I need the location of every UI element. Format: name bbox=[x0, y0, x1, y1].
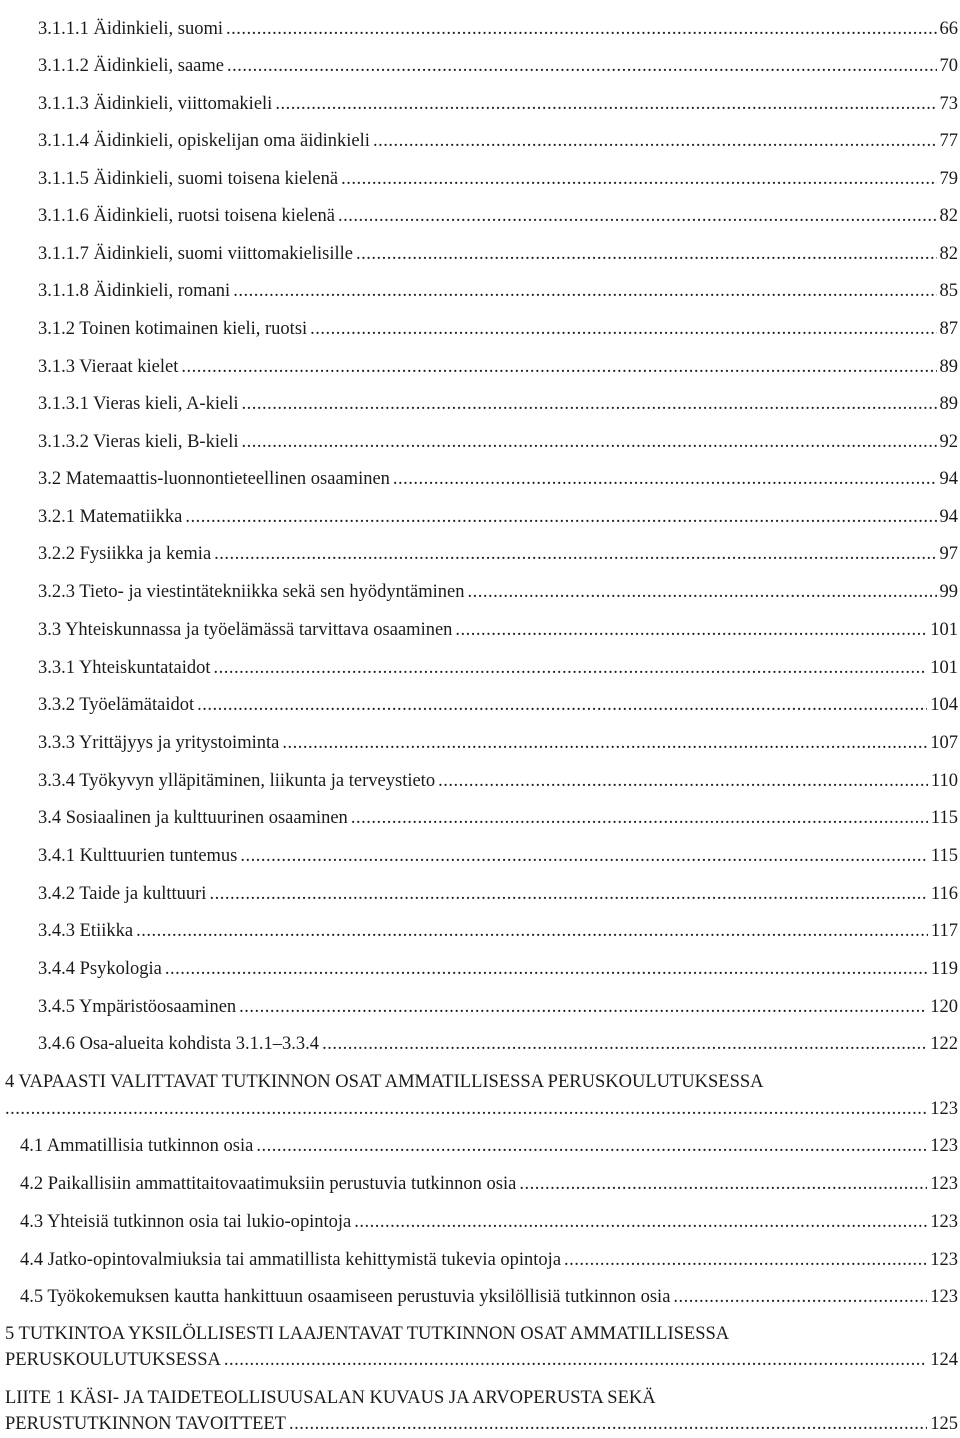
dot-leader bbox=[256, 1132, 927, 1160]
toc-page-number: 77 bbox=[940, 127, 960, 155]
toc-entry-title: 3.2 Matemaattis-luonnontieteellinen osaaminen bbox=[38, 465, 390, 493]
toc-entry[interactable] bbox=[38, 465, 960, 493]
dot-leader bbox=[438, 767, 928, 795]
dot-leader bbox=[240, 842, 928, 870]
toc-page-number: 123 bbox=[930, 1208, 960, 1236]
toc-entry[interactable] bbox=[38, 428, 960, 456]
toc-entry-title: 4.4 Jatko-opintovalmiuksia tai ammatillista kehittymistä tukevia opintoja bbox=[20, 1246, 561, 1274]
dot-leader bbox=[467, 578, 936, 606]
toc-entry[interactable] bbox=[38, 1030, 960, 1058]
toc-entry[interactable] bbox=[38, 390, 960, 418]
toc-page-number: 89 bbox=[940, 353, 960, 381]
toc-entry[interactable] bbox=[38, 578, 960, 606]
toc-entry-title: 3.3.4 Työkyvyn ylläpitäminen, liikunta ja terveystieto bbox=[38, 767, 435, 795]
toc-entry-title: 3.2.1 Matematiikka bbox=[38, 503, 182, 531]
dot-leader bbox=[310, 315, 936, 343]
toc-entry-title: 3.1.1.7 Äidinkieli, suomi viittomakielisille bbox=[38, 240, 353, 268]
toc-entry-title: 3.4.6 Osa-alueita kohdista 3.1.1–3.3.4 bbox=[38, 1030, 319, 1058]
toc-page-number: 120 bbox=[930, 993, 960, 1021]
dot-leader bbox=[136, 917, 928, 945]
toc-page-number: 116 bbox=[931, 880, 960, 908]
dot-leader bbox=[185, 503, 936, 531]
dot-leader bbox=[455, 616, 927, 644]
toc-entry-title: 3.4.2 Taide ja kulttuuri bbox=[38, 880, 206, 908]
dot-leader bbox=[181, 353, 936, 381]
dot-leader bbox=[354, 1208, 927, 1236]
dot-leader bbox=[356, 240, 937, 268]
toc-entry-title: 3.3.2 Työelämätaidot bbox=[38, 691, 194, 719]
toc-entry[interactable] bbox=[38, 127, 960, 155]
toc-page-number: 115 bbox=[931, 804, 960, 832]
toc-entry-title: 3.4.1 Kulttuurien tuntemus bbox=[38, 842, 237, 870]
dot-leader bbox=[165, 955, 928, 983]
dot-leader bbox=[241, 390, 936, 418]
toc-entry[interactable] bbox=[38, 654, 960, 682]
toc-entry-title: 4.1 Ammatillisia tutkinnon osia bbox=[20, 1132, 253, 1160]
toc-entry-title: 4.2 Paikallisiin ammattitaitovaatimuksiin perustuvia tutkinnon osia bbox=[20, 1170, 516, 1198]
toc-page-number: 117 bbox=[931, 917, 960, 945]
toc-page-number: 94 bbox=[940, 465, 960, 493]
toc-page-number: 89 bbox=[940, 390, 960, 418]
dot-leader bbox=[373, 127, 937, 155]
toc-entry[interactable] bbox=[38, 767, 960, 795]
toc-entry-title: 3.1.1.5 Äidinkieli, suomi toisena kielenä bbox=[38, 165, 338, 193]
toc-entry-title: 3.1.3.2 Vieras kieli, B-kieli bbox=[38, 428, 238, 456]
toc-page-number: 122 bbox=[930, 1030, 960, 1058]
toc-entry-title: 3.2.3 Tieto- ja viestintätekniikka sekä sen hyödyntäminen bbox=[38, 578, 464, 606]
toc-entry[interactable] bbox=[38, 277, 960, 305]
dot-leader bbox=[209, 880, 927, 908]
toc-entry-title: 3.4 Sosiaalinen ja kulttuurinen osaaminen bbox=[38, 804, 348, 832]
toc-appendix-page-row[interactable] bbox=[5, 1410, 960, 1438]
toc-page-number: 66 bbox=[940, 15, 960, 43]
toc-entry-title: 3.1.1.2 Äidinkieli, saame bbox=[38, 52, 224, 80]
toc-page-number: 115 bbox=[931, 842, 960, 870]
toc-entry[interactable] bbox=[38, 503, 960, 531]
dot-leader bbox=[241, 428, 936, 456]
toc-entry[interactable] bbox=[38, 240, 960, 268]
toc-entry-title: 3.1.1.6 Äidinkieli, ruotsi toisena kielenä bbox=[38, 202, 335, 230]
toc-page-number: 94 bbox=[940, 503, 960, 531]
dot-leader bbox=[5, 1095, 927, 1123]
dot-leader bbox=[213, 654, 927, 682]
toc-page-number: 123 bbox=[930, 1132, 960, 1160]
toc-page-number: 119 bbox=[931, 955, 960, 983]
toc-entry[interactable] bbox=[38, 15, 960, 43]
toc-chapter-heading[interactable]: 5 TUTKINTOA YKSILÖLLISESTI LAAJENTAVAT TUTKINNON OSAT AMMATILLISESSA bbox=[5, 1320, 960, 1348]
toc-appendix-heading[interactable]: LIITE 1 KÄSI- JA TAIDETEOLLISUUSALAN KUVAUS JA ARVOPERUSTA SEKÄ bbox=[5, 1384, 960, 1412]
toc-entry[interactable] bbox=[38, 729, 960, 757]
toc-entry-title: 3.4.3 Etiikka bbox=[38, 917, 133, 945]
dot-leader bbox=[214, 540, 936, 568]
toc-chapter-page-row[interactable] bbox=[5, 1346, 960, 1374]
toc-entry-title: 4.5 Työkokemuksen kautta hankittuun osaamiseen perustuvia yksilöllisiä tutkinnon osia bbox=[20, 1283, 670, 1311]
toc-entry[interactable] bbox=[38, 90, 960, 118]
toc-entry-title: 3.1.3.1 Vieras kieli, A-kieli bbox=[38, 390, 238, 418]
toc-entry[interactable] bbox=[38, 917, 960, 945]
toc-page-number: 123 bbox=[930, 1283, 960, 1311]
toc-entry[interactable] bbox=[38, 315, 960, 343]
toc-entry-title: 3.1.1.1 Äidinkieli, suomi bbox=[38, 15, 223, 43]
toc-page-number: 101 bbox=[930, 616, 960, 644]
toc-entry-title: PERUSTUTKINNON TAVOITTEET bbox=[5, 1410, 286, 1438]
toc-entry-title: 3.1.1.4 Äidinkieli, opiskelijan oma äidinkieli bbox=[38, 127, 370, 155]
dot-leader bbox=[393, 465, 937, 493]
toc-page-number: 79 bbox=[940, 165, 960, 193]
dot-leader bbox=[351, 804, 928, 832]
dot-leader bbox=[673, 1283, 927, 1311]
toc-entry[interactable] bbox=[20, 1283, 960, 1311]
toc-entry[interactable] bbox=[38, 353, 960, 381]
toc-entry[interactable] bbox=[38, 165, 960, 193]
dot-leader bbox=[275, 90, 936, 118]
toc-entry-title: 3.4.5 Ympäristöosaaminen bbox=[38, 993, 236, 1021]
toc-entry[interactable] bbox=[38, 202, 960, 230]
toc-page-number: 73 bbox=[940, 90, 960, 118]
toc-entry[interactable] bbox=[20, 1208, 960, 1236]
toc-page-number: 85 bbox=[940, 277, 960, 305]
dot-leader bbox=[239, 993, 927, 1021]
dot-leader bbox=[322, 1030, 927, 1058]
toc-entry[interactable] bbox=[20, 1132, 960, 1160]
toc-page-number: 125 bbox=[930, 1410, 960, 1438]
toc-page-number: 107 bbox=[930, 729, 960, 757]
toc-entry-title: 4.3 Yhteisiä tutkinnon osia tai lukio-opintoja bbox=[20, 1208, 351, 1236]
toc-entry-title: 3.1.1.3 Äidinkieli, viittomakieli bbox=[38, 90, 272, 118]
toc-entry[interactable] bbox=[38, 691, 960, 719]
toc-entry[interactable] bbox=[20, 1246, 960, 1274]
toc-entry-title: 3.3.3 Yrittäjyys ja yritystoiminta bbox=[38, 729, 279, 757]
dot-leader bbox=[564, 1246, 927, 1274]
toc-entry[interactable] bbox=[38, 540, 960, 568]
toc-entry-title: 3.4.4 Psykologia bbox=[38, 955, 162, 983]
dot-leader bbox=[338, 202, 937, 230]
toc-page-number: 124 bbox=[930, 1346, 960, 1374]
toc-page-number: 87 bbox=[940, 315, 960, 343]
toc-entry[interactable] bbox=[38, 804, 960, 832]
toc-entry-title: 3.2.2 Fysiikka ja kemia bbox=[38, 540, 211, 568]
toc-entry[interactable] bbox=[20, 1170, 960, 1198]
toc-page-number: 104 bbox=[930, 691, 960, 719]
toc-page-number: 123 bbox=[930, 1095, 960, 1123]
dot-leader bbox=[282, 729, 927, 757]
toc-entry-title: 3.3 Yhteiskunnassa ja työelämässä tarvittava osaaminen bbox=[38, 616, 452, 644]
toc-entry-title: 3.1.2 Toinen kotimainen kieli, ruotsi bbox=[38, 315, 307, 343]
toc-entry[interactable] bbox=[38, 993, 960, 1021]
dot-leader bbox=[226, 15, 937, 43]
dot-leader bbox=[519, 1170, 927, 1198]
toc-chapter-heading[interactable]: 4 VAPAASTI VALITTAVAT TUTKINNON OSAT AMMATILLISESSA PERUSKOULUTUKSESSA bbox=[5, 1068, 960, 1096]
dot-leader bbox=[227, 52, 937, 80]
toc-page-number: 123 bbox=[930, 1246, 960, 1274]
toc-entry-title: 3.3.1 Yhteiskuntataidot bbox=[38, 654, 210, 682]
toc-entry[interactable] bbox=[38, 955, 960, 983]
toc-entry[interactable] bbox=[38, 52, 960, 80]
dot-leader bbox=[341, 165, 936, 193]
toc-chapter-page-row[interactable] bbox=[5, 1095, 960, 1123]
toc-page-number: 82 bbox=[940, 240, 960, 268]
toc-entry-title: PERUSKOULUTUKSESSA bbox=[5, 1346, 221, 1374]
dot-leader bbox=[224, 1346, 927, 1374]
dot-leader bbox=[289, 1410, 927, 1438]
toc-page-number: 101 bbox=[930, 654, 960, 682]
toc-page-number: 70 bbox=[940, 52, 960, 80]
toc-page-number: 123 bbox=[930, 1170, 960, 1198]
dot-leader bbox=[197, 691, 927, 719]
toc-entry[interactable] bbox=[38, 880, 960, 908]
toc-entry-title: 3.1.3 Vieraat kielet bbox=[38, 353, 178, 381]
toc-page-number: 97 bbox=[940, 540, 960, 568]
toc-entry[interactable] bbox=[38, 616, 960, 644]
toc-page-number: 110 bbox=[931, 767, 960, 795]
toc-page-number: 92 bbox=[940, 428, 960, 456]
dot-leader bbox=[233, 277, 936, 305]
toc-page-number: 82 bbox=[940, 202, 960, 230]
toc-entry[interactable] bbox=[38, 842, 960, 870]
toc-page-number: 99 bbox=[940, 578, 960, 606]
toc-entry-title: 3.1.1.8 Äidinkieli, romani bbox=[38, 277, 230, 305]
